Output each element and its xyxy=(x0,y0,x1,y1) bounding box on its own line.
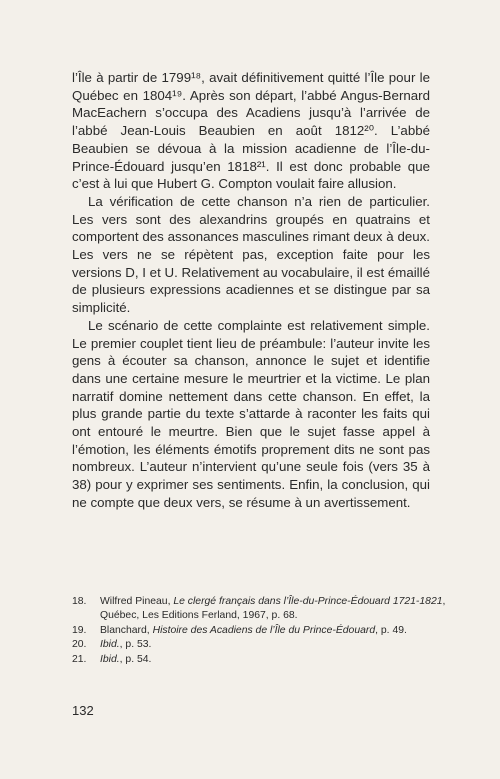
footnote-21 xyxy=(72,653,452,667)
footnote-text: , p. 49. xyxy=(375,624,407,636)
paragraph-3: Le scénario de cette complainte est relativement simple. Le premier couplet tient lieu de préambule: l’auteur invite les gens à écouter sa chanson, annonce le sujet et identifie dans une certaine mesure le meurtrier et la victime. Le plan narratif domine nettement dans cette chanson. En effet, la plus grande partie du texte s’attarde à raconter les faits qui ont entouré le meurtre. Bien que le sujet fasse appel à l’émotion, les éléments émotifs proprement dits ne sont pas nombreux. L’auteur n’intervient qu’une seule fois (vers 35 à 38) pour y exprimer ses sentiments. Enfin, la conclusion, qui ne compte que deux vers, se résume à un avertissement. xyxy=(72,317,430,510)
footnote-title: Le clergé français dans l’Île-du-Prince-Édouard 1721-1821 xyxy=(173,596,443,607)
footnote-number: 18. xyxy=(72,596,87,607)
footnote-title: Ibid. xyxy=(100,653,120,665)
footnote-text: Blanchard, xyxy=(100,624,153,636)
footnote-text: Wilfred Pineau, xyxy=(100,596,174,607)
footnotes xyxy=(72,595,452,667)
paragraph-2: La vérification de cette chanson n’a rien de particulier. Les vers sont des alexandrins groupés en quatrains et comportent des assonances masculines rimant deux à deux. Les vers ne se répètent pas, exception faite pour les versions D, I et U. Relativement au vocabulaire, il est émaillé de plusieurs expressions acadiennes et se distingue par sa simplicité. xyxy=(72,193,430,316)
body-text xyxy=(72,69,430,512)
paragraph-1: l’Île à partir de 1799¹⁸, avait définitivement quitté l’Île pour le Québec en 1804¹⁹. Après son départ, l’abbé Angus-Bernard MacEachern s’occupa des Acadiens jusqu’à l’arrivée de l’abbé Jean-Louis Beaubien en août 1812²⁰. L’abbé Beaubien se dévoua à la mission acadienne de l’Île-du-Prince-Édouard jusqu’en 1818²¹. Il est donc probable que c’est à lui que Hubert G. Compton voulait faire allusion. xyxy=(72,70,430,192)
footnote-19 xyxy=(72,624,452,638)
page-number: 132 xyxy=(72,703,94,718)
footnote-number: 20. xyxy=(72,639,87,651)
footnote-title: Histoire des Acadiens de l’Île du Prince-Édouard xyxy=(152,624,376,636)
footnote-18 xyxy=(72,595,452,624)
footnote-20 xyxy=(72,638,452,652)
footnote-title: Ibid. xyxy=(100,639,120,651)
footnote-text: , p. 53. xyxy=(119,639,152,651)
footnote-text: , p. 54. xyxy=(119,653,152,665)
footnote-text: , Québec, Les Editions Ferland, 1967, p. 68. xyxy=(100,596,446,622)
footnote-number: 19. xyxy=(72,624,87,636)
footnote-number: 21. xyxy=(72,653,87,665)
